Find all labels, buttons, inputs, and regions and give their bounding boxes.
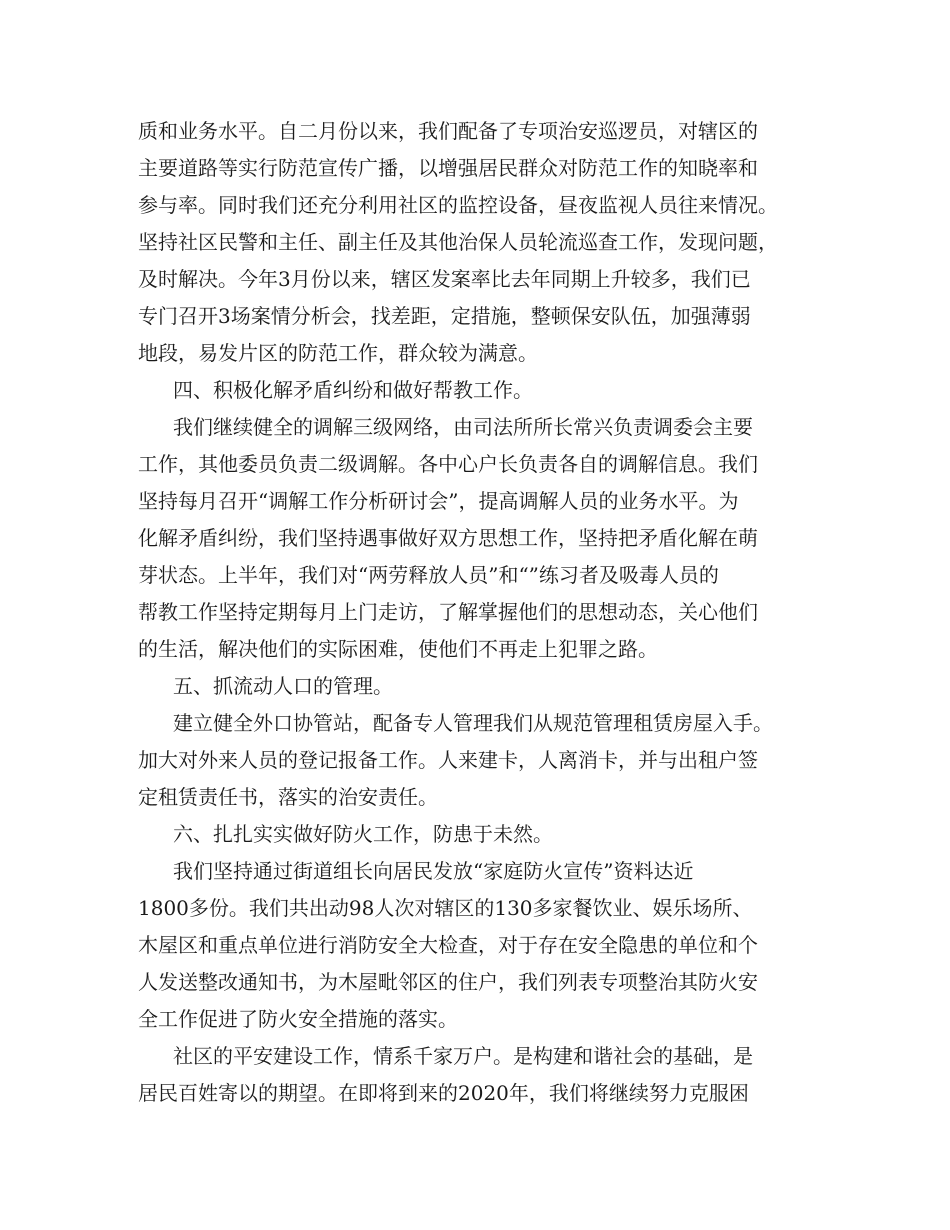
paragraph-first-line: 建立健全外口协管站，配备专人管理我们从规范管理租赁房屋入手。	[173, 711, 773, 735]
document-body	[138, 113, 828, 1112]
text-line: 参与率。同时我们还充分利用社区的监控设备，昼夜监视人员往来情况。	[138, 193, 778, 217]
section-heading: 六、扎扎实实做好防火工作，防患于未然。	[173, 822, 553, 846]
paragraph-first-line: 我们继续健全的调解三级网络，由司法所所长常兴负责调委会主要	[173, 415, 753, 439]
paragraph-first-line: 我们坚持通过街道组长向居民发放“家庭防火宣传”资料达近	[173, 859, 694, 883]
text-line: 质和业务水平。自二月份以来，我们配备了专项治安巡逻员，对辖区的	[138, 119, 758, 143]
text-line: 主要道路等实行防范宣传广播，以增强居民群众对防范工作的知晓率和	[138, 156, 758, 180]
text-line: 全工作促进了防火安全措施的落实。	[138, 1007, 458, 1031]
text-line: 坚持每月召开“调解工作分析研讨会”，提高调解人员的业务水平。为	[138, 489, 739, 513]
text-line: 1800多份。我们共出动98人次对辖区的130多家餐饮业、娱乐场所、	[138, 896, 753, 920]
text-line: 定租赁责任书，落实的治安责任。	[138, 785, 438, 809]
text-line: 人发送整改通知书，为木屋毗邻区的住户，我们列表专项整治其防火安	[138, 970, 758, 994]
text-line: 坚持社区民警和主任、副主任及其他治保人员轮流巡查工作，发现问题，	[138, 230, 778, 254]
text-line: 地段，易发片区的防范工作，群众较为满意。	[138, 341, 538, 365]
text-line: 化解矛盾纠纷，我们坚持遇事做好双方思想工作，坚持把矛盾化解在萌	[138, 526, 758, 550]
section-heading: 四、积极化解矛盾纠纷和做好帮教工作。	[173, 378, 533, 402]
section-heading: 五、抓流动人口的管理。	[173, 674, 393, 698]
text-line: 芽状态。上半年，我们对“两劳释放人员”和“”练习者及吸毒人员的	[138, 563, 719, 587]
text-line: 专门召开3场案情分析会，找差距，定措施，整顿保安队伍，加强薄弱	[138, 304, 751, 328]
text-line: 居民百姓寄以的期望。在即将到来的2020年，我们将继续努力克服困	[138, 1081, 749, 1105]
text-line: 帮教工作坚持定期每月上门走访，了解掌握他们的思想动态，关心他们	[138, 600, 758, 624]
text-line: 木屋区和重点单位进行消防安全大检查，对于存在安全隐患的单位和个	[138, 933, 758, 957]
paragraph-first-line: 社区的平安建设工作，情系千家万户。是构建和谐社会的基础，是	[173, 1044, 753, 1068]
text-line: 工作，其他委员负责二级调解。各中心户长负责各自的调解信息。我们	[138, 452, 758, 476]
text-line: 及时解决。今年3月份以来，辖区发案率比去年同期上升较多，我们已	[138, 267, 751, 291]
text-line: 加大对外来人员的登记报备工作。人来建卡，人离消卡，并与出租户签	[138, 748, 758, 772]
text-line: 的生活，解决他们的实际困难，使他们不再走上犯罪之路。	[138, 637, 658, 661]
